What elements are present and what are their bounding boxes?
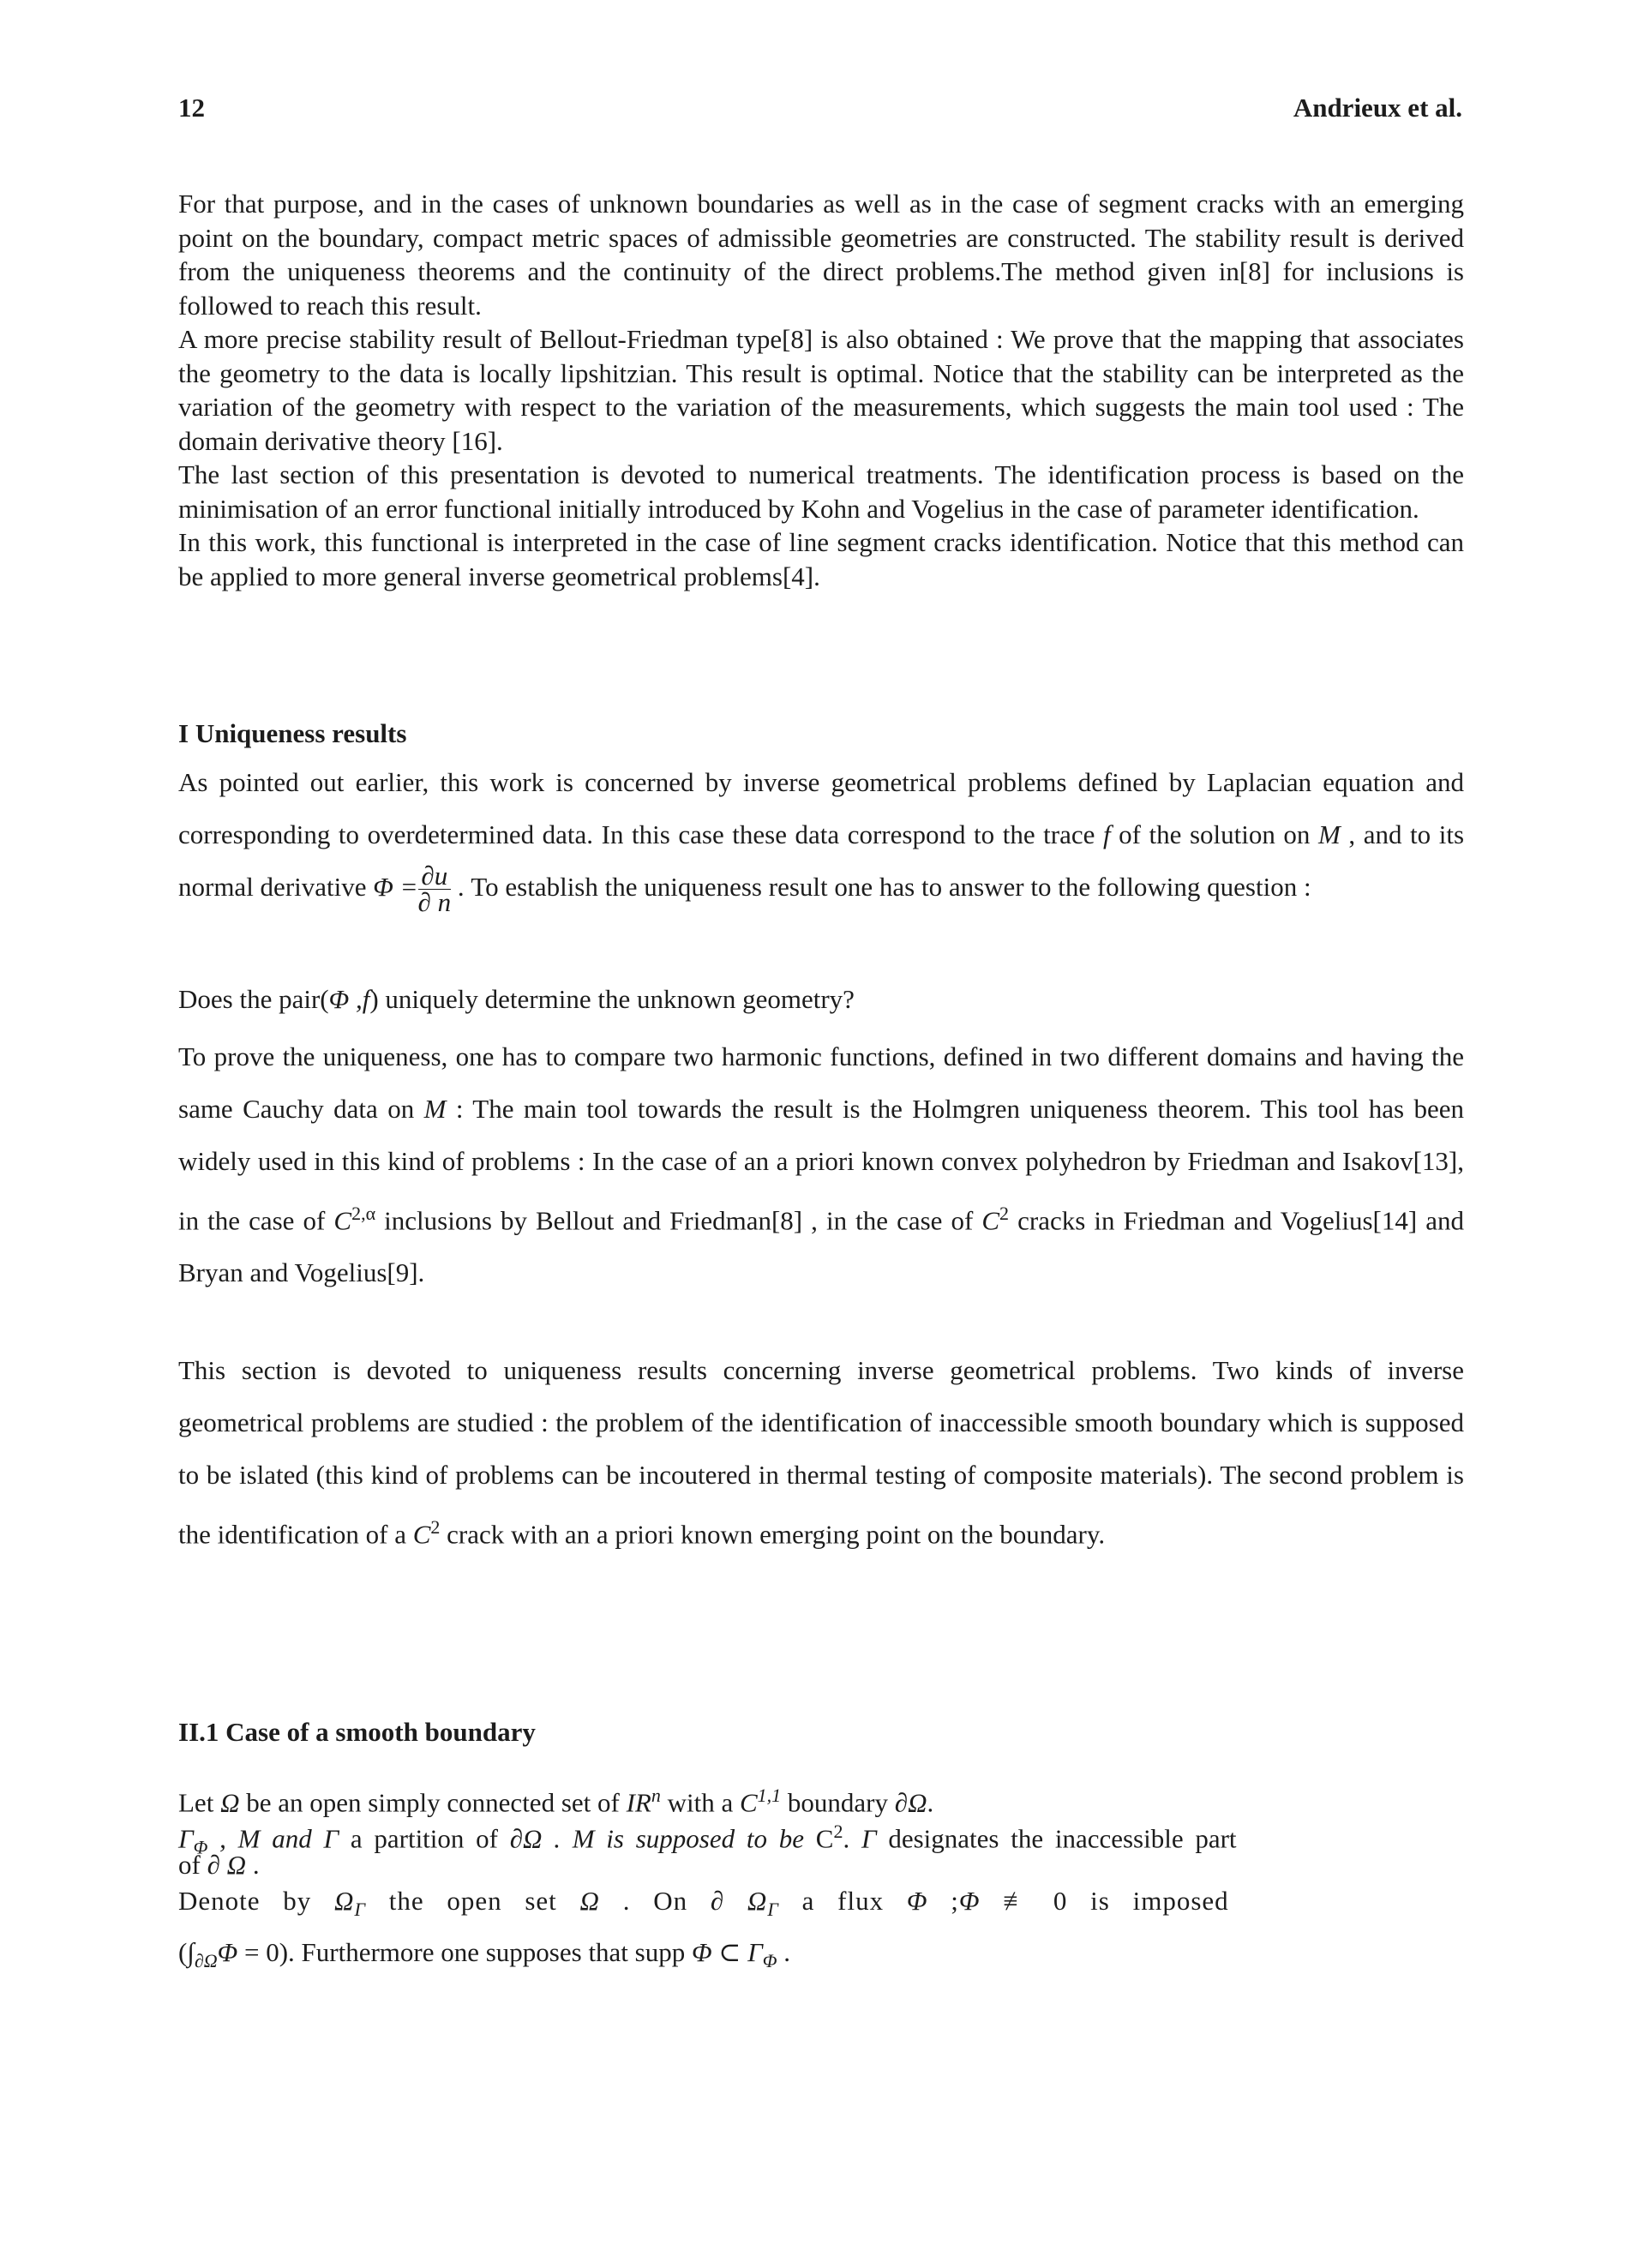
text-span: (∫ (178, 1937, 195, 1967)
definition-line-1 (178, 1785, 1464, 1818)
text-span: . M is supposed to be (554, 1823, 804, 1854)
text-span: designates the inaccessible part (888, 1823, 1237, 1854)
section-heading-smooth-boundary: II.1 Case of a smooth boundary (178, 1717, 536, 1747)
math-pair: Φ ,f (328, 984, 370, 1014)
math-f: f (1102, 819, 1111, 849)
intro-paragraph-3: The last section of this presentation is devoted to numerical treatments. The identification process is based on the minimisation of an error functional initially introduced by Kohn and Vogelius in the case of parameter identification. (178, 459, 1464, 524)
text-span: is imposed (1090, 1886, 1229, 1916)
text-span: ≢ 0 (1003, 1886, 1068, 1916)
text-span: . To establish the uniqueness result one (457, 872, 873, 902)
subscript: Φ (193, 1836, 208, 1858)
text-span: : The main tool towards the result is the Holmgren uniqueness theorem. This tool has been widely used in this kind of problems : In the case of an a priori known convex polyhedron by Friedman and Isakov[13], in the case of (178, 1094, 1465, 1236)
superscript: 2,α (351, 1203, 376, 1224)
text-span: ) uniquely determine the unknown geometry? (369, 984, 855, 1014)
text-span: of the solution on (1119, 819, 1311, 849)
section1-paragraph-1 (178, 756, 1465, 918)
math-C: C (412, 1519, 431, 1550)
text-span: , M and (219, 1823, 312, 1854)
text-span: To prove the uniqueness, one has to compare two harmonic functions, defined in two different domains and having the same Cauchy data on (178, 1041, 1464, 1124)
math-phi: Φ (692, 1937, 712, 1967)
fraction-numerator: ∂u (421, 861, 448, 891)
math-omega: Ω (334, 1886, 355, 1916)
superscript: 2 (999, 1203, 1010, 1224)
math-boundary: ∂ Ω (207, 1850, 247, 1880)
text-span: . On (622, 1886, 688, 1916)
text-span: . (927, 1787, 934, 1818)
intro-paragraph-2: A more precise stability result of Bellout-Friedman type[8] is also obtained : We prove that the mapping that associates the geometry to the data is locally lipshitzian. This result is optimal. Notice that the stability can be interpreted as the variation of the geometry with respect to the variation of the measurements, which suggests the main tool used : The domain derivative theory [16]. (178, 324, 1464, 456)
math-omega: Ω (579, 1886, 600, 1916)
math-gamma: Γ (861, 1823, 877, 1854)
math-C: C (333, 1205, 352, 1236)
text-span: . (252, 1850, 260, 1880)
text-span: by (283, 1886, 312, 1916)
section1-paragraph-2 (178, 1030, 1464, 1299)
math-C: C (815, 1823, 834, 1854)
math-phi: Φ (958, 1886, 981, 1916)
intro-block (178, 187, 1464, 593)
text-span: cracks in Friedman and Vogelius[14] and Bryan and Vogelius[9]. (178, 1205, 1465, 1288)
definition-line-3 (178, 1850, 1464, 1881)
text-span: with a (667, 1787, 734, 1818)
text-span: Let (178, 1787, 214, 1818)
math-C: C (739, 1787, 758, 1818)
section1-paragraph-3 (178, 1344, 1464, 1560)
fraction-denominator: ∂ n (417, 887, 452, 918)
intro-paragraph-4: In this work, this functional is interpreted in the case of line segment cracks identification. Notice that this method can be applied to more general inverse geometrical problems[4]. (178, 527, 1464, 591)
question-line (178, 984, 1464, 1015)
text-span: the open set (388, 1886, 557, 1916)
page-number: 12 (178, 93, 205, 123)
superscript: n (651, 1785, 661, 1806)
math-phi: Φ = (373, 872, 418, 902)
text-span: . (843, 1823, 850, 1854)
superscript: 1,1 (757, 1785, 782, 1806)
math-phi: Φ (217, 1937, 238, 1967)
math-boundary: ∂ Ω (710, 1886, 768, 1916)
text-span: Does the pair( (178, 984, 329, 1014)
text-span: ⊂ (718, 1937, 741, 1967)
text-span: crack with an a priori known emerging point on the boundary. (447, 1519, 1106, 1550)
math-IR: IR (626, 1787, 651, 1818)
definition-line-5 (178, 1937, 1464, 1972)
text-span: be an open simply connected set of (246, 1787, 620, 1818)
math-phi: Φ (906, 1886, 928, 1916)
math-M: M (1318, 819, 1341, 849)
text-span: of (178, 1850, 201, 1880)
text-span: boundary (787, 1787, 888, 1818)
text-span: Denote (178, 1886, 261, 1916)
text-span: As pointed out earlier, this work is concerned by inverse geometrical problems defined by Laplacian equation and corresponding to overdetermined data. In this case these data correspond to the trace (178, 767, 1464, 849)
math-gamma: Γ (747, 1937, 763, 1967)
subscript: Γ (767, 1899, 779, 1921)
text-span: ; (951, 1886, 959, 1916)
subscript: ∂Ω (194, 1950, 218, 1972)
text-span: . (783, 1937, 790, 1967)
text-span: = 0). Furthermore one supposes that supp (243, 1937, 686, 1967)
math-boundary: ∂Ω (894, 1787, 927, 1818)
math-M: M (423, 1094, 447, 1124)
section-heading-uniqueness: I Uniqueness results (178, 718, 407, 748)
running-header-authors: Andrieux et al. (1293, 93, 1462, 123)
text-span: has to answer to the following question : (879, 872, 1311, 902)
math-boundary: ∂Ω (509, 1823, 543, 1854)
math-omega: Ω (220, 1787, 240, 1818)
math-gamma: Γ (323, 1823, 339, 1854)
math-C: C (981, 1205, 1000, 1236)
subscript: Γ (354, 1899, 366, 1921)
text-span: , and to its normal derivative (178, 819, 1465, 902)
intro-paragraph-1: For that purpose, and in the cases of unknown boundaries as well as in the case of segment cracks with an emerging point on the boundary, compact metric spaces of admissible geometries are constructed. The stability result is derived from the uniqueness theorems and the continuity of the direct problems.The method given in[8] for inclusions is followed to reach this result. (178, 189, 1464, 321)
subscript: Φ (762, 1950, 777, 1972)
math-gamma: Γ (178, 1823, 194, 1854)
fraction-du-dn (417, 861, 452, 918)
text-span: a flux (801, 1886, 885, 1916)
superscript: 2 (430, 1516, 441, 1538)
text-span: a partition of (350, 1823, 498, 1854)
text-span: inclusions by Bellout and Friedman[8] , in the case of (384, 1205, 974, 1236)
superscript: 2 (833, 1821, 843, 1842)
text-span: This section is devoted to uniqueness results concerning inverse geometrical problems. Two kinds of inverse geometrical problems are studied : the problem of the identification of inaccessible smooth boundary which is supposed to be islated (this kind of problems can be incoutered in thermal testing of composite materials). The second problem is the identification of a (178, 1355, 1464, 1550)
definition-line-4 (178, 1886, 1464, 1921)
